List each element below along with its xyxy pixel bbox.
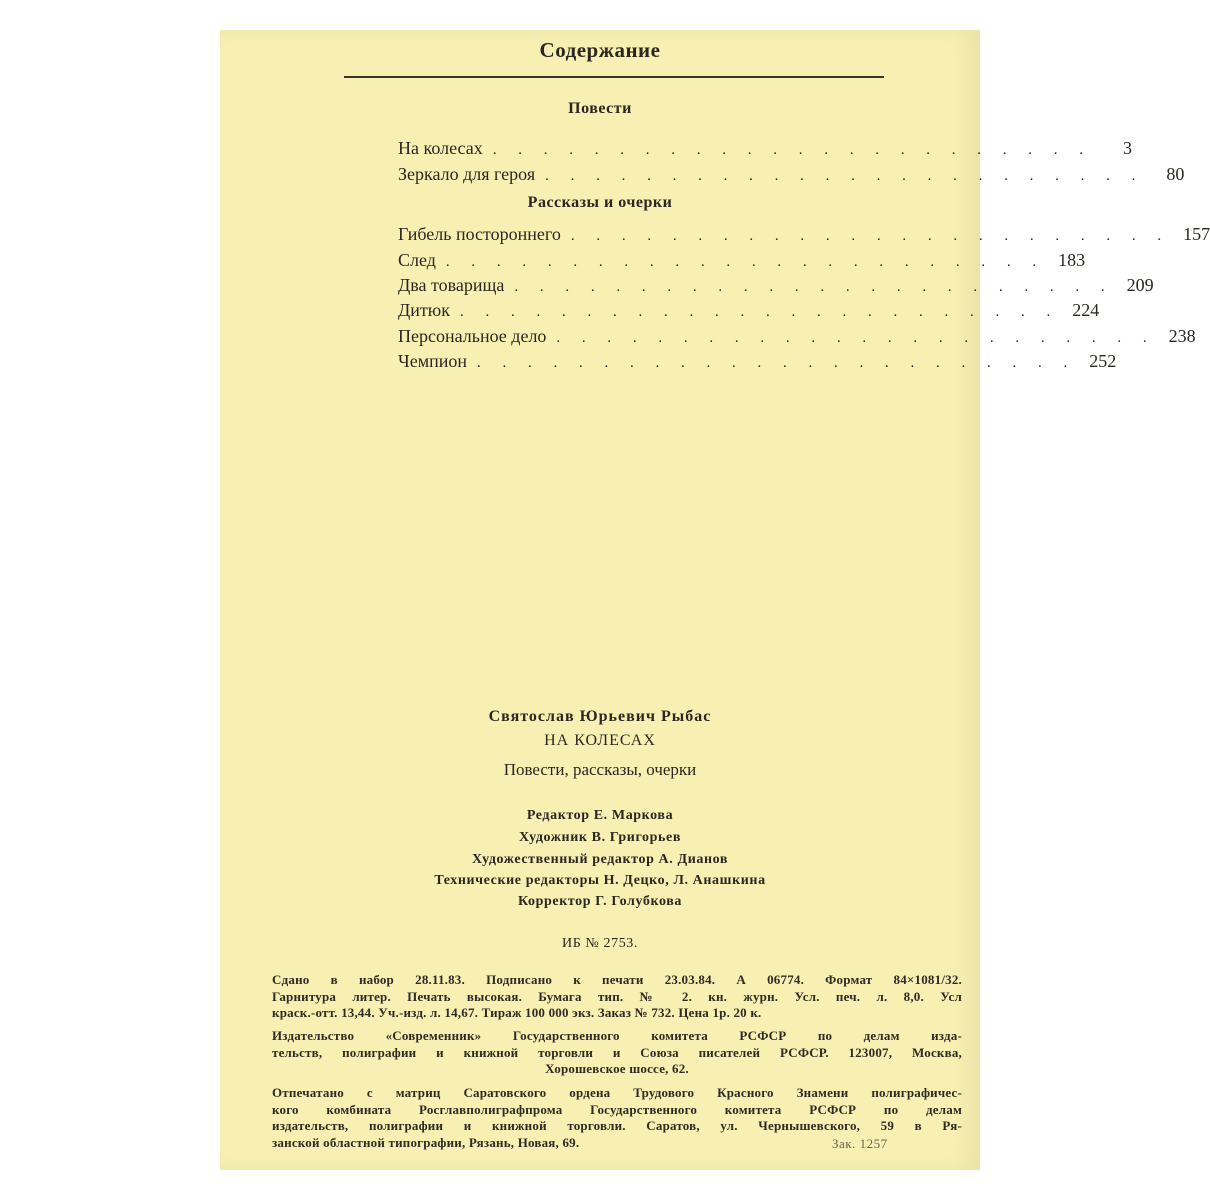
toc-entry-title: На колесах <box>398 138 483 158</box>
toc-leader-dots: . . . . . . . . . . . . . . . . . . . . . . . . <box>545 168 1145 184</box>
title-underline <box>344 76 884 78</box>
toc-entry-page: 209 <box>1126 275 1154 295</box>
toc-entry-title: Чемпион <box>398 351 467 371</box>
imprint-line: Гарнитура литер. Печать высокая. Бумага тип. № 2. кн. журн. Усл. печ. л. 8,0. Усл <box>272 988 962 1004</box>
toc-leader-dots: . . . . . . . . . . . . . . . . . . . . . . . . <box>476 355 1077 371</box>
toc-entry-title: Два товарища <box>398 275 505 295</box>
toc-entry-page: 252 <box>1089 351 1117 371</box>
toc-leader-dots: . . . . . . . . . . . . . . . . . . . . . . . . <box>459 304 1060 320</box>
toc-entry-page: 238 <box>1168 326 1196 346</box>
toc-entry-page: 157 <box>1183 224 1210 244</box>
toc-entry <box>398 326 1196 350</box>
credit-editor: Редактор Е. Маркова <box>526 808 674 823</box>
credit-tech-editors: Технические редакторы Н. Децко, Л. Анашкина <box>434 873 766 888</box>
toc-entry-title: Гибель постороннего <box>398 224 561 244</box>
toc-leader-dots: . . . . . . . . . . . . . . . . . . . . . . . . <box>570 228 1171 244</box>
toc-leader-dots: . . . . . . . . . . . . . . . . . . . . . . . . <box>492 142 1092 158</box>
imprint-line: кого комбината Росглавполиграфпрома Государственного комитета РСФСР по делам <box>272 1101 962 1117</box>
credit-art-editor: Художественный редактор А. Дианов <box>471 852 729 867</box>
imprint-line: занской областной типографии, Рязань, Новая, 69. <box>272 1134 580 1150</box>
toc-entry-page: 183 <box>1058 250 1086 270</box>
contents-title: Содержание <box>539 38 661 62</box>
author-name: Святослав Юрьевич Рыбас <box>488 708 712 725</box>
toc-leader-dots: . . . . . . . . . . . . . . . . . . . . . . . . <box>556 330 1156 346</box>
imprint-line: тельств, полиграфии и книжной торговли и Союза писателей РСФСР. 123007, Москва, <box>272 1044 962 1060</box>
order-stamp: Зак. 1257 <box>832 1136 888 1151</box>
book-subtitle: Повести, рассказы, очерки <box>503 760 697 779</box>
toc-entry-title: Зеркало для героя <box>398 164 536 184</box>
imprint-line: Издательство «Современник» Государственного комитета РСФСР по делам изда- <box>272 1028 962 1043</box>
imprint-line: краск.-отт. 13,44. Уч.-изд. л. 14,67. Тираж 100 000 экз. Заказ № 732. Цена 1р. 20 к. <box>272 1005 762 1020</box>
ib-number: ИБ № 2753. <box>561 936 638 951</box>
imprint-line: Отпечатано с матриц Саратовского ордена Трудового Красного Знамени полиграфичес- <box>272 1085 962 1100</box>
toc-entry-page: 3 <box>1122 138 1132 158</box>
imprint-line: издательств, полиграфии и книжной торговли. Саратов, ул. Чернышевского, 59 в Ря- <box>272 1118 962 1133</box>
toc-entry-title: Персональное дело <box>398 326 547 346</box>
toc-entry <box>398 250 1086 274</box>
imprint-line: Хорошевское шоссе, 62. <box>545 1061 689 1076</box>
toc-entry <box>398 351 1117 375</box>
toc-entry <box>398 164 1185 188</box>
toc-entry <box>398 138 1132 162</box>
imprint-line: Сдано в набор 28.11.83. Подписано к печати 23.03.84. А 06774. Формат 84×1081/32. <box>272 972 962 987</box>
toc-leader-dots: . . . . . . . . . . . . . . . . . . . . . . . . <box>445 254 1046 270</box>
book-title: НА КОЛЕСАХ <box>544 732 656 749</box>
toc-leader-dots: . . . . . . . . . . . . . . . . . . . . . . . . <box>514 279 1114 295</box>
imprint-publisher <box>272 1028 962 1078</box>
book-page <box>220 30 1210 1170</box>
section-heading-povesti: Повести <box>568 100 632 117</box>
imprint-print-details <box>272 972 962 1022</box>
credit-artist: Художник В. Григорьев <box>518 830 682 845</box>
credit-proofreader: Корректор Г. Голубкова <box>517 894 683 909</box>
toc-entry <box>398 224 1210 248</box>
section-heading-rasskazy: Рассказы и очерки <box>527 194 673 211</box>
toc-entry-title: След <box>398 250 436 270</box>
toc-entry <box>398 275 1154 299</box>
toc-entry-page: 80 <box>1166 164 1185 184</box>
toc-entry <box>398 300 1100 324</box>
toc-entry-title: Дитюк <box>398 300 450 320</box>
toc-entry-page: 224 <box>1072 300 1100 320</box>
